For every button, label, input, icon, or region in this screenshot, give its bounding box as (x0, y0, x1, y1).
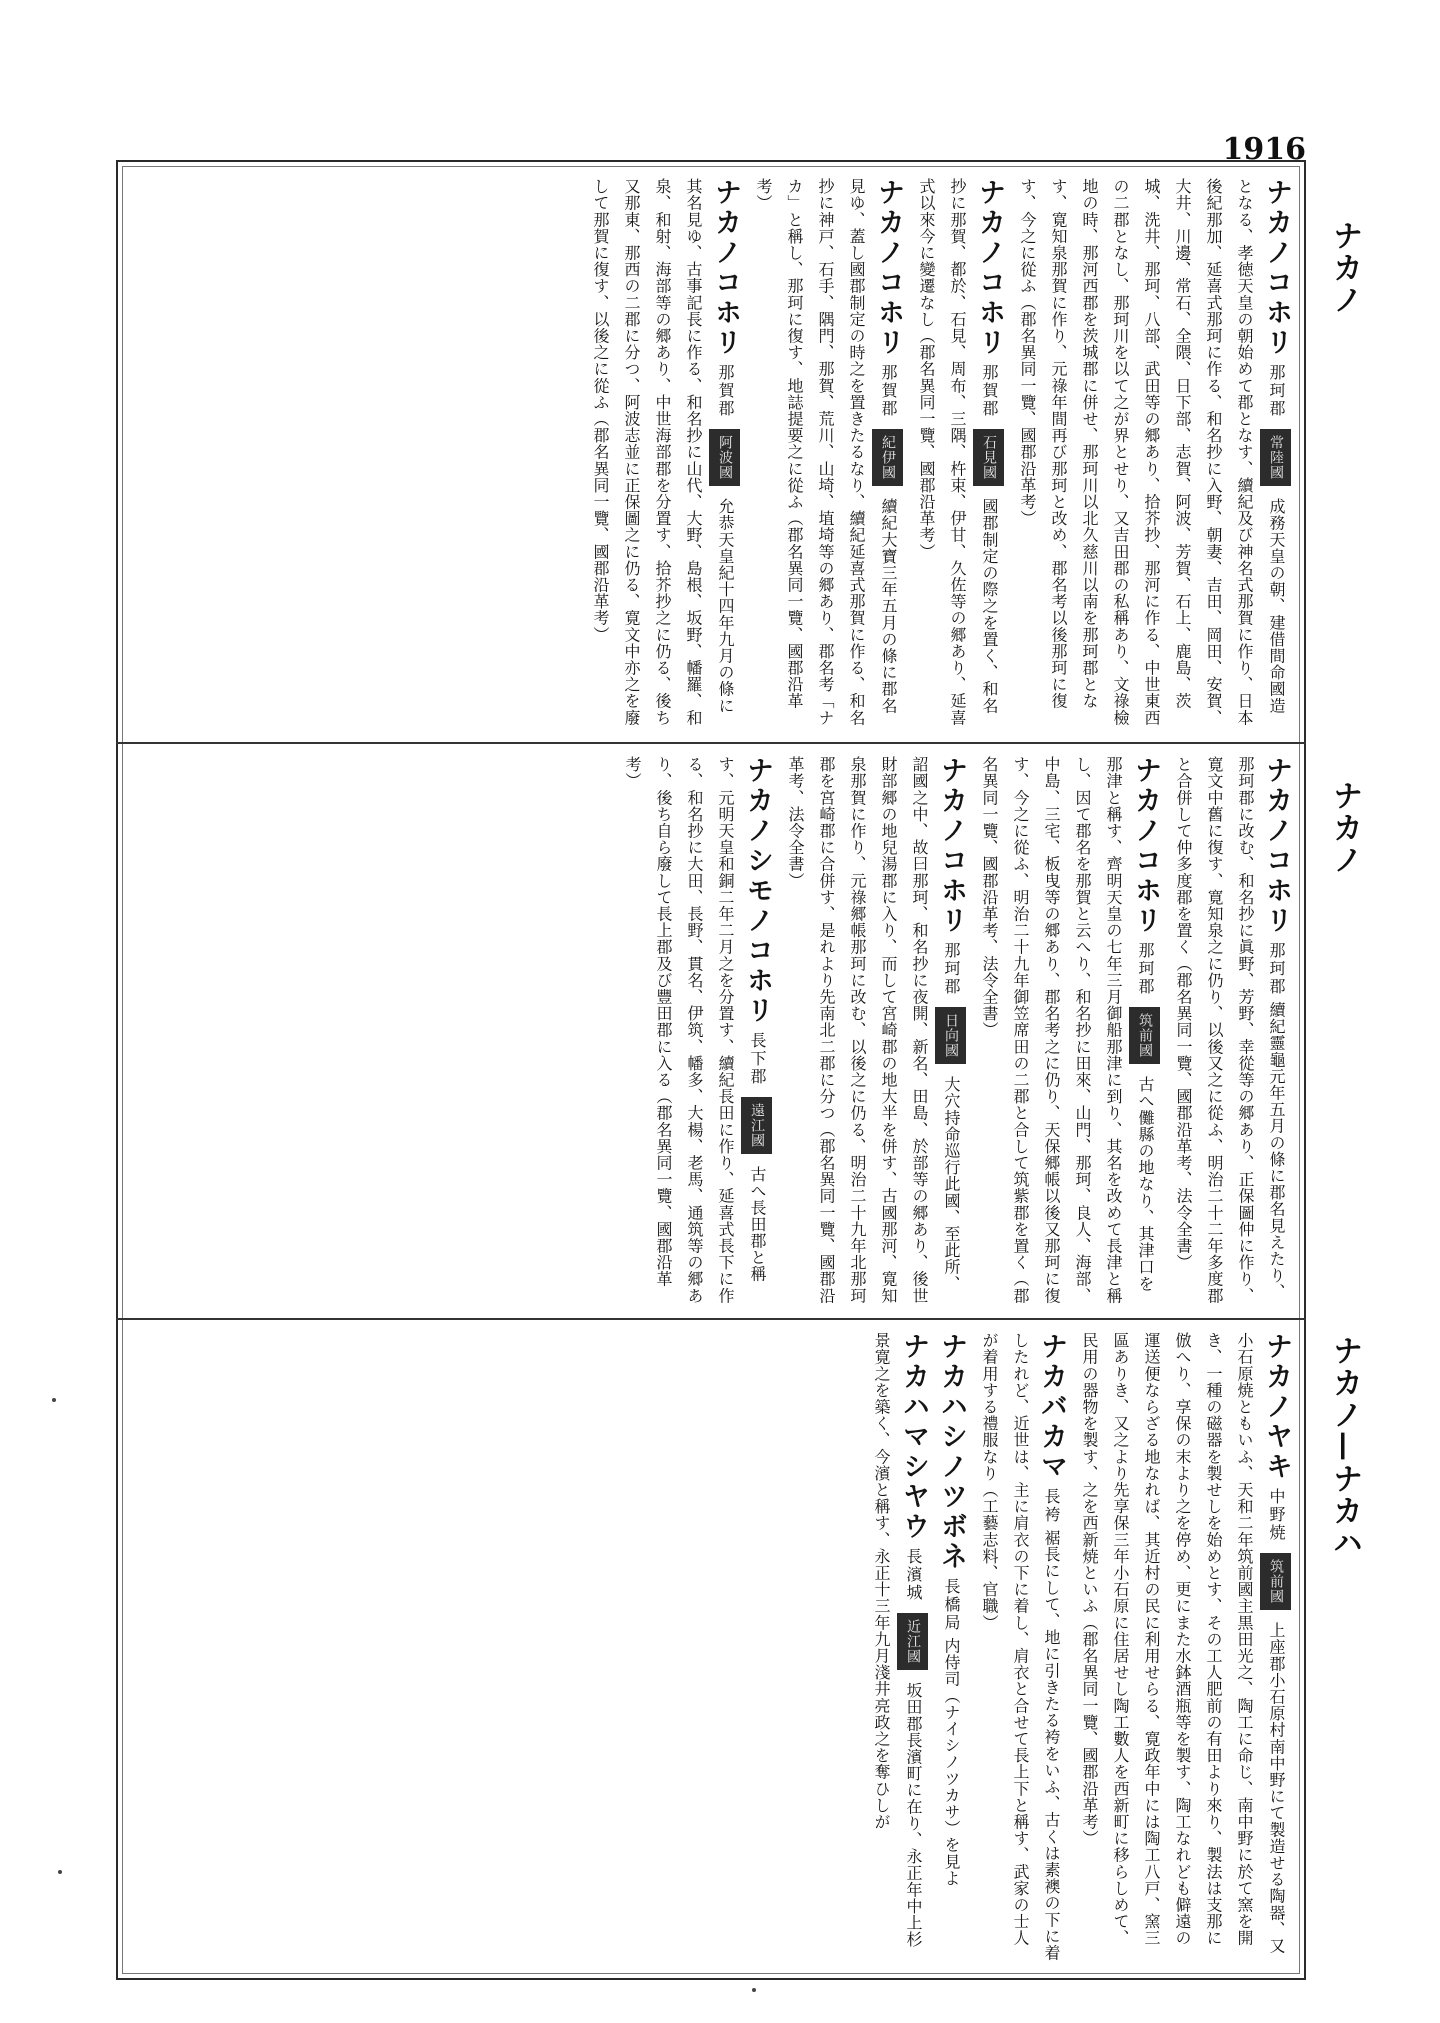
tier-divider-lower (116, 1318, 1306, 1320)
entry (1168, 756, 1292, 1304)
entry (866, 1332, 929, 1962)
entry-headword: ナカノコホリ (1261, 756, 1292, 936)
entry-place: 那珂郡 (1136, 941, 1155, 996)
province-tag: 近江國 (897, 1613, 928, 1670)
tier-divider-upper (116, 742, 1306, 744)
entry-place: 那珂郡 (1267, 941, 1286, 996)
entry-headword: ナカノコホリ (873, 178, 904, 358)
running-head-tier1: ナカノ (1327, 220, 1362, 316)
entry-headword: ナカノコホリ (710, 178, 741, 358)
entry (617, 756, 773, 1304)
entry-place: 那珂郡 (1267, 363, 1286, 418)
entry-text: 大穴持命巡行此國、至此所、詔國之中、故曰那珂、和名抄に夜開、新名、田島、於部等の郷あり、後世財部郷の地兒湯郡に入り、而して宮崎郡の地大半を併す、古國那河、寛知泉那賀に作り、元祿郷帳那珂に改む、以後之に仍る、明治二十九年北那珂郡を宮崎郡に合併す、是れより先南北二郡に分つ（郡名異同一覽、國郡沿革考、法令全書） (786, 756, 961, 1304)
entry-text: 成務天皇の朝、建借間命國造となる、孝徳天皇の朝始めて郡となす、續紀及び神名式那賀に作り、日本後紀那加、延喜式那珂に作る、和名抄に入野、朝妻、吉田、岡田、安賀、大井、川邊、常石、全隈、日下部、志賀、阿波、芳賀、石上、鹿島、茨城、洗井、那珂、八部、武田等の郷あり、拾芥抄、那河に作る、中世東西の二郡となし、那珂川を以て之が界とせり、又吉田郡の私稱あり、文祿檢地の時、那河西郡を茨城郡に併せ、那珂川以北久慈川以南を那珂郡となす、寛知泉那賀に作り、元祿年間再び那珂と改め、郡名考以後那珂に復す、今之に從ふ（郡名異同一覽、國郡沿革考） (1018, 178, 1286, 726)
entry-headword: ナカノコホリ (936, 756, 967, 936)
entry (780, 756, 967, 1304)
entry-text: 允恭天皇紀十四年九月の條に其名見ゆ、古事記長に作る、和名抄に山代、大野、島根、坂野、幡羅、和泉、和射、海部等の郷あり、中世海部郡を分置す、拾芥抄之に仍る、後ち又那東、那西の二郡に分つ、阿波志並に正保圖之に仍る、寛文中亦之を廢して那賀に復す、以後之に從ふ（郡名異同一覽、國郡沿革考） (591, 178, 735, 726)
province-tag: 常陸國 (1260, 429, 1291, 486)
entry-text: 續紀大寶三年五月の條に郡名見ゆ、蓋し國郡制定の時之を置きたるなり、續紀延喜式那賀に作る、和名抄に神戸、石手、隅門、那賀、荒川、山埼、埴埼等の郷あり、郡名考「ナカ」と稱し、那珂に復す、地誌提要之に從ふ（郡名異同一覽、國郡沿革考） (754, 178, 898, 726)
entry-place: 那賀郡 (716, 363, 735, 418)
province-tag: 紀伊國 (872, 429, 903, 486)
entry-text: 裾長にして、地に引きたる袴をいふ、古くは素襖の下に着したれど、近世は、主に肩衣の下に着し、肩衣と合せて長上下と稱す、武家の士人が着用する禮服なり（工藝志料、官職） (980, 1332, 1061, 1961)
entry-headword: ナカノコホリ (1261, 178, 1292, 358)
entry-headword: ナカノシモノコホリ (742, 756, 773, 1026)
entry-headword: ナカハマシヤウ (898, 1332, 929, 1542)
entry-place: 那賀郡 (980, 363, 999, 418)
entry-headword: ナカハシノツボネ (936, 1332, 967, 1572)
entry-place: 長橋局 (942, 1577, 961, 1632)
entry-place: 長下郡 (748, 1031, 767, 1086)
entry (748, 178, 904, 730)
entry-text: 坂田郡長濱町に在り、永正年中上杉景寛之を築く、今濱と稱す、永正十三年九月淺井亮政之を奪ひしが (872, 1332, 923, 1948)
entry-headword: ナカバカマ (1036, 1332, 1067, 1482)
entry (1012, 178, 1292, 730)
scan-speck (58, 1870, 62, 1874)
entry (974, 756, 1161, 1304)
entry-text: 國郡制定の際之を置く、和名抄に那賀、都於、石見、周布、三隅、杵束、伊甘、久佐等の郷あり、延喜式以來今に變遷なし（郡名異同一覽、國郡沿革考） (917, 178, 999, 726)
entry-place: 中野焼 (1267, 1487, 1286, 1542)
entry-place: 那珂郡 (942, 941, 961, 996)
running-head-tier2: ナカノ (1327, 780, 1362, 876)
page-number: 1916 (1222, 132, 1306, 167)
entry (974, 1332, 1067, 1962)
entry (585, 178, 741, 730)
entry-text: 古へ長田郡と稱す、元明天皇和銅二年二月之を分置す、續紀長田に作り、延喜式長下に作る、和名抄に大田、長野、貫名、伊筑、幡多、大楊、老馬、通筑等の郷あり、後ち自ら廢して長上郡及び豐田郡に入る（郡名異同一覽、國郡沿革考） (623, 756, 767, 1304)
tier-middle (124, 756, 1292, 1304)
entry-place: 長袴 (1042, 1487, 1061, 1524)
scan-speck (752, 1988, 756, 1992)
entry-text: 上座郡小石原村南中野にて製造せる陶器、又小石原焼ともいふ、天和二年筑前國主黒田光之、陶工に命じ、南中野に於て窯を開き、一種の磁器を製せしを始めとす、その工人肥前の有田より來り、製法は支那に倣へり、享保の末より之を停め、更にまた水鉢酒瓶等を製す、陶工なれども僻遠の運送便ならざる地なれば、其近村の民に利用せらる、寛政年中には陶工八戸、窯三區ありき、又之より先享保三年小石原に住居せし陶工數人を西新町に移らしめて、民用の器物を製す、之を西新焼といふ（郡名異同一覽、國郡沿革考） (1080, 1332, 1286, 1955)
entry-headword: ナカノコホリ (1130, 756, 1161, 936)
entry (936, 1332, 967, 1962)
province-tag: 阿波國 (709, 429, 740, 486)
province-tag: 筑前國 (1129, 1007, 1160, 1064)
province-tag: 日向國 (935, 1007, 966, 1064)
entry-headword: ナカノヤキ (1261, 1332, 1292, 1482)
entry-headword: ナカノコホリ (974, 178, 1005, 358)
entry (1074, 1332, 1292, 1962)
entry-text: 古へ儺縣の地なり、其津口を那津と稱す、齊明天皇の七年三月御船那津に到り、其名を改めて長津と稱し、因て郡名を那賀と云へり、和名抄に田來、山門、那珂、良人、海部、中島、三宅、板曳等の郷あり、郡名考之に仍り、天保郷帳以後又那珂に復す、今之に從ふ、明治二十九年御笠席田の二郡と合して筑紫郡を置く（郡名異同一覽、國郡沿革考、法令全書） (980, 756, 1155, 1304)
province-tag: 石見國 (973, 429, 1004, 486)
entry (911, 178, 1005, 730)
entry-place: 長濱城 (904, 1547, 923, 1602)
province-tag: 遠江國 (741, 1097, 772, 1154)
entry-text: 内侍司（ナイシノツカサ）を見よ (942, 1637, 961, 1887)
tier-upper (124, 178, 1292, 730)
running-head-tier3: ナカノ—ナカハ (1327, 1335, 1362, 1559)
tier-lower (124, 1332, 1292, 1962)
entry-place: 那賀郡 (879, 363, 898, 418)
province-tag: 筑前國 (1260, 1553, 1291, 1610)
scan-speck (52, 1398, 56, 1402)
entry-text: 續紀靈龜元年五月の條に郡名見えたり、那珂郡に改む、和名抄に眞野、芳野、幸從等の郷あり、正保圖仲に作り、寛文中舊に復す、寛知泉之に仍り、以後又之に從ふ、明治二十二年多度郡と合併して仲多度郡を置く（郡名異同一覽、國郡沿革考、法令全書） (1174, 756, 1286, 1304)
